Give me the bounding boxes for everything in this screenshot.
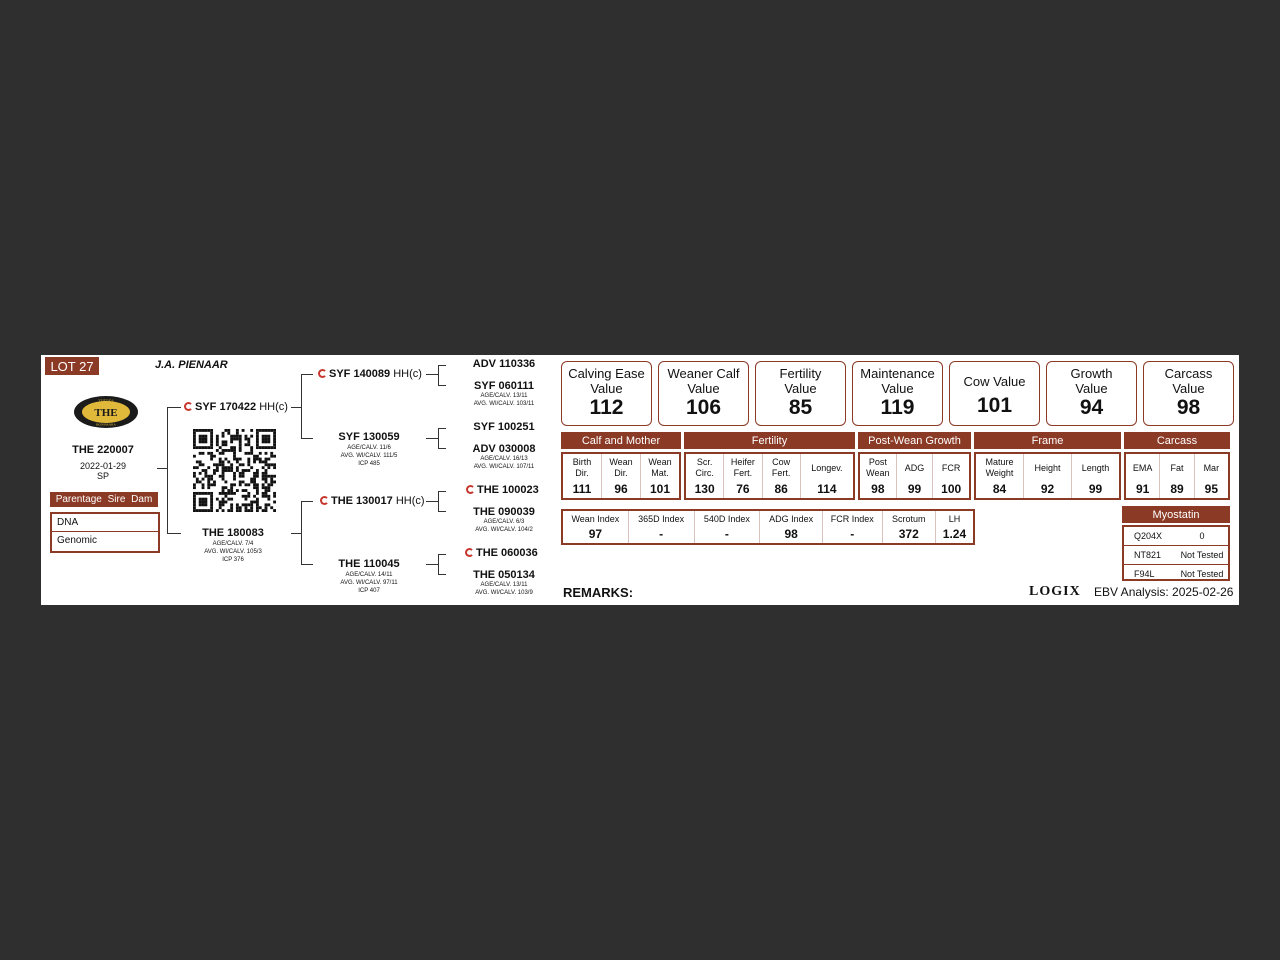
value-box-carcass: Carcass Value 98 [1143, 361, 1234, 426]
logix-logo: LOGIX [1029, 584, 1081, 599]
parentage-header: Parentage Sire Dam [50, 492, 158, 507]
group-header-calf-mother: Calf and Mother [561, 432, 681, 449]
lot-card [41, 355, 1239, 605]
gen3-ddd: THE 050134 AGE/CALV. 13/11 AVG. WI/CALV. 103/9 [473, 569, 535, 596]
dam-id: THE 180083 [202, 527, 264, 539]
svg-text:THERES: THERES [98, 398, 114, 404]
value-box-maintenance: Maintenance Value 119 [852, 361, 943, 426]
animal-info [51, 444, 155, 481]
gen3-sds: SYF 100251 [473, 421, 535, 433]
breeder-logo [73, 394, 139, 430]
group-fertility: Scr. Circ. 130 Heifer Fert. 76 Cow Fert. 86 Longev. 114 [684, 452, 855, 500]
animal-birth-date: 2022-01-29 [79, 461, 127, 471]
group-header-carcass: Carcass [1124, 432, 1230, 449]
animal-id: THE 220007 [72, 444, 134, 456]
myostatin-header: Myostatin [1122, 506, 1230, 523]
parentage-row: Genomic [52, 531, 158, 549]
group-post-wean: Post Wean 98 ADG 99 FCR 100 [858, 452, 971, 500]
sire-record: SYF 170422 HH(c) [184, 401, 288, 413]
value-box-fertility: Fertility Value 85 [755, 361, 846, 426]
target-icon [318, 369, 327, 378]
gen3-sdd: ADV 030008 AGE/CALV. 16/13 AVG. WI/CALV. 107/11 [472, 443, 536, 470]
value-box-cow: Cow Value 101 [949, 361, 1040, 426]
target-icon [466, 485, 475, 494]
sire-dam-record: SYF 130059 AGE/CALV. 11/6 AVG. WI/CALV. 111/5 ICP 485 [338, 431, 400, 467]
svg-text:THE: THE [94, 407, 118, 419]
qr-code [193, 429, 276, 512]
gen3-dds: THE 060036 [465, 547, 538, 559]
dam-dam-record: THE 110045 AGE/CALV. 14/11 AVG. WI/CALV. 97/11 ICP 407 [338, 558, 400, 594]
group-carcass: EMA 91 Fat 89 Mar 95 [1124, 452, 1230, 500]
target-icon [320, 496, 329, 505]
dam-record [183, 527, 283, 564]
group-header-fertility: Fertility [684, 432, 855, 449]
animal-code: SP [96, 471, 109, 481]
remarks-label: REMARKS: [563, 585, 634, 600]
index-table: Wean Index 97 365D Index - 540D Index - ADG Index 98 FCR Index - Scrotum 372 LH 1.24 [561, 509, 975, 545]
svg-text:BONSMARA: BONSMARA [96, 422, 116, 427]
group-frame: Mature Weight 84 Height 92 Length 99 [974, 452, 1121, 500]
ebv-analysis-date: EBV Analysis: 2025-02-26 [1094, 585, 1234, 599]
value-box-growth: Growth Value 94 [1046, 361, 1137, 426]
dam-age: AGE/CALV. 7/4 [212, 541, 254, 547]
parentage-table [50, 512, 160, 553]
dam-icp: ICP 376 [222, 557, 244, 563]
gen3-dsd: THE 090039 AGE/CALV. 6/3 AVG. WI/CALV. 104/2 [473, 506, 535, 533]
group-calf-mother: Birth Dir. 111 Wean Dir. 96 Wean Mat. 101 [561, 452, 681, 500]
lot-badge: LOT 27 [45, 357, 99, 375]
dam-sire-record: THE 130017 HH(c) [320, 495, 425, 507]
group-header-post-wean: Post-Wean Growth [858, 432, 971, 449]
dam-avg: AVG. WI/CALV. 105/3 [204, 549, 262, 555]
myostatin-table: Q204X 0 NT821 Not Tested F94L Not Tested [1122, 525, 1230, 581]
gen3-sss: ADV 110336 [472, 358, 536, 370]
gen3-dss: THE 100023 [466, 484, 539, 496]
value-box-weaner-calf: Weaner Calf Value 106 [658, 361, 749, 426]
target-icon [465, 548, 474, 557]
gen3-ssd: SYF 060111 AGE/CALV. 13/11 AVG. WI/CALV. 103/11 [473, 380, 535, 407]
sire-sire-record: SYF 140089 HH(c) [318, 368, 422, 380]
value-box-calving-ease: Calving Ease Value 112 [561, 361, 652, 426]
target-icon [184, 402, 193, 411]
owner-name: J.A. PIENAAR [155, 359, 228, 371]
parentage-row: DNA [57, 517, 79, 528]
group-header-frame: Frame [974, 432, 1121, 449]
